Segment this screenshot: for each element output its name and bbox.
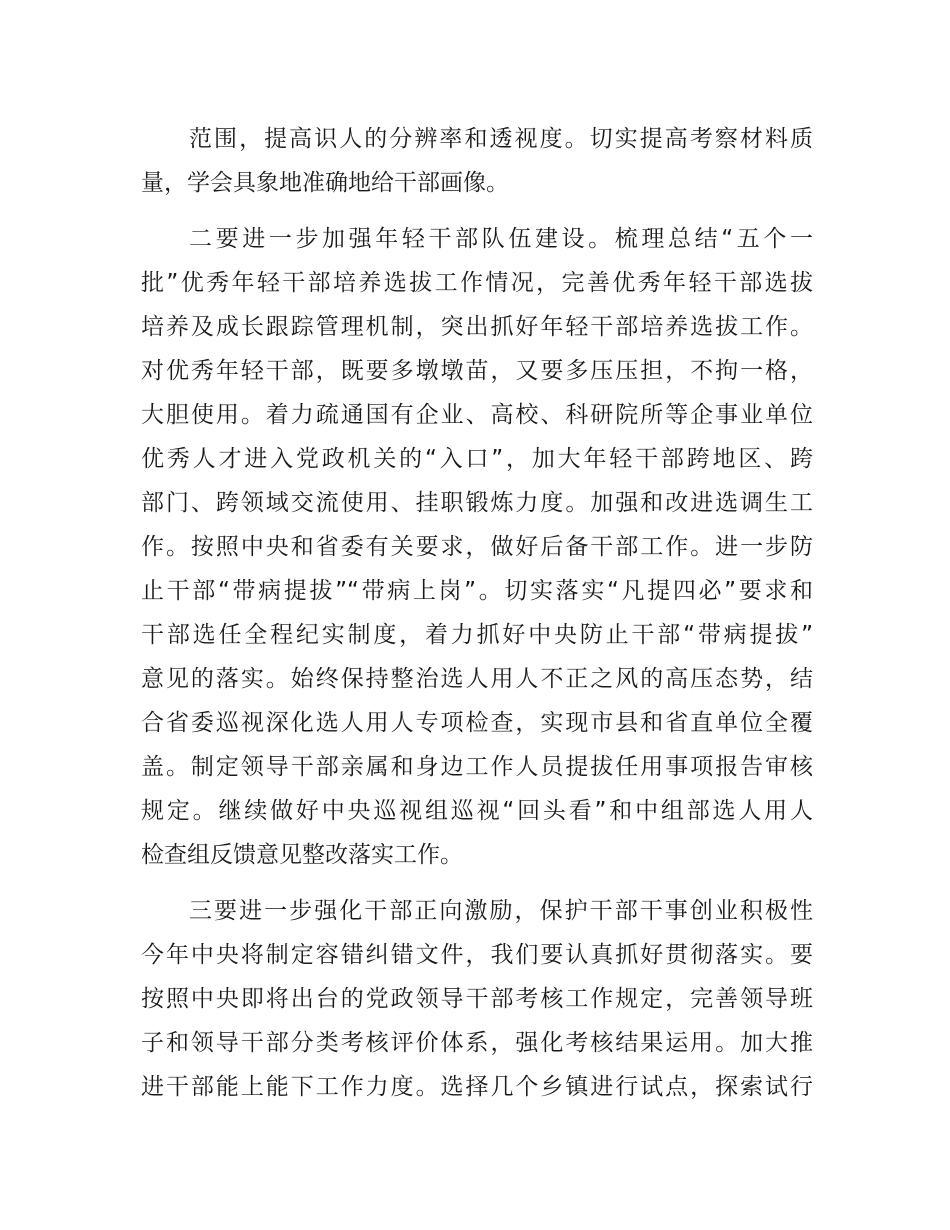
text-line: 规定。继续做好中央巡视组巡视“回头看”和中组部选人用人 (141, 798, 813, 824)
text-line: 作。按照中央和省委有关要求，做好后备干部工作。进一步防 (141, 534, 813, 560)
text-line: 按照中央即将出台的党政领导干部考核工作规定，完善领导班 (141, 986, 813, 1012)
text-line: 部门、跨领域交流使用、挂职锻炼力度。加强和改进选调生工 (141, 490, 813, 516)
text-line: 意见的落实。始终保持整治选人用人不正之风的高压态势，结 (141, 666, 813, 692)
text-line: 优秀人才进入党政机关的“入口”，加大年轻干部跨地区、跨 (141, 446, 813, 472)
text-line: 对优秀年轻干部，既要多墩墩苗，又要多压压担，不拘一格， (141, 358, 813, 384)
text-line: 量，学会具象地准确地给干部画像。 (141, 170, 509, 196)
text-line: 子和领导干部分类考核评价体系，强化考核结果运用。加大推 (141, 1030, 813, 1056)
text-line: 检查组反馈意见整改落实工作。 (141, 842, 463, 868)
text-line: 干部选任全程纪实制度，着力抓好中央防止干部“带病提拔” (141, 622, 813, 648)
text-line: 范围，提高识人的分辨率和透视度。切实提高考察材料质 (189, 126, 813, 152)
text-line: 今年中央将制定容错纠错文件，我们要认真抓好贯彻落实。要 (141, 942, 813, 968)
text-line: 批”优秀年轻干部培养选拔工作情况，完善优秀年轻干部选拔 (141, 270, 813, 296)
text-line: 大胆使用。着力疏通国有企业、高校、科研院所等企事业单位 (141, 402, 813, 428)
paragraph-2 (141, 217, 813, 877)
text-line: 合省委巡视深化选人用人专项检查，实现市县和省直单位全覆 (141, 710, 813, 736)
body-text (141, 117, 813, 1109)
text-line: 三要进一步强化干部正向激励，保护干部干事创业积极性 (189, 898, 813, 924)
paragraph-1 (141, 117, 813, 205)
text-line: 二要进一步加强年轻干部队伍建设。梳理总结“五个一 (189, 226, 813, 252)
text-line: 盖。制定领导干部亲属和身边工作人员提拔任用事项报告审核 (141, 754, 813, 780)
text-line: 止干部“带病提拔”“带病上岗”。切实落实“凡提四必”要求和 (141, 578, 813, 604)
text-line: 培养及成长跟踪管理机制，突出抓好年轻干部培养选拔工作。 (141, 314, 813, 340)
text-line: 进干部能上能下工作力度。选择几个乡镇进行试点，探索试行 (141, 1074, 813, 1100)
paragraph-3 (141, 889, 813, 1109)
